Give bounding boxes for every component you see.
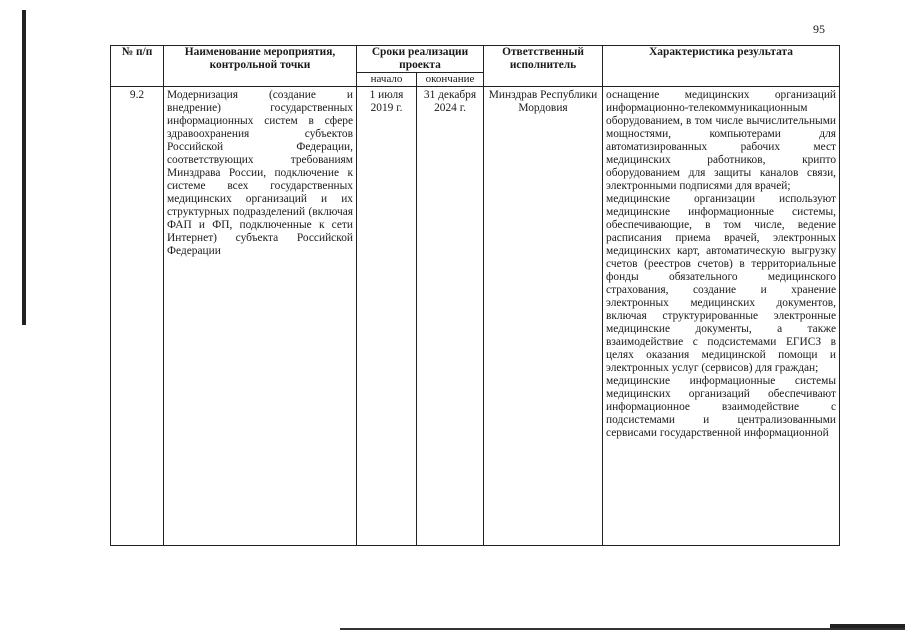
scan-bottom-mark [830, 624, 905, 628]
result-paragraph: медицинские организации используют медицинские информационные системы, обеспечивающие, в том числе, ведение расписания приема врачей, электронных медицинских карт, автоматическую выгрузку счетов (реестров счетов) в территориальные фонды обязательного медицинского страхования, создание и хранение электронных медицинских документов, включая структурированные электронные медицинские документы, а также взаимодействие с подсистемами ЕГИСЗ в целях оказания медицинской помощи и электронных услуг (сервисов) для граждан; [606, 193, 837, 374]
page-number: 95 [813, 22, 825, 36]
table-header-row [111, 46, 840, 73]
header-period: Сроки реализации проекта [357, 46, 484, 73]
result-paragraph: медицинские информационные системы медицинских организаций обеспечивают информационное взаимодействие с подсистемами и централизованными сервисами государственной информационной [606, 375, 837, 439]
header-executor: Ответственный исполнитель [484, 46, 603, 87]
row-event: Модернизация (создание и внедрение) государственных информационных систем в сфере здравоохранения субъектов Российской Федерации, соответствующих требованиям Минздрава России, подключение к системе всех государственных медицинских организаций и их структурных подразделений (включая ФАП и ФП, подключенные к сети Интернет) субъекта Российской Федерации [164, 87, 357, 546]
row-executor: Минздрав Республики Мордовия [484, 87, 603, 546]
result-paragraph: оснащение медицинских организаций информационно-телекоммуникационным оборудованием, в том числе вычислительными мощностями, компьютерами для автоматизированных рабочих мест медицинских работников, крипто оборудованием для защиты каналов связи, электронными подписями для врачей; [606, 89, 837, 192]
header-result: Характеристика результата [603, 46, 840, 87]
table-row [111, 87, 840, 546]
row-result [603, 87, 840, 546]
row-number: 9.2 [111, 87, 164, 546]
header-number: № п/п [111, 46, 164, 87]
row-start: 1 июля 2019 г. [357, 87, 417, 546]
scan-bottom-line [340, 628, 905, 630]
row-end: 31 декабря 2024 г. [417, 87, 484, 546]
header-period-start: начало [357, 73, 417, 87]
header-event: Наименование мероприятия, контрольной точки [164, 46, 357, 87]
scan-edge-mark [22, 10, 26, 325]
header-period-end: окончание [417, 73, 484, 87]
plan-table [110, 45, 840, 546]
